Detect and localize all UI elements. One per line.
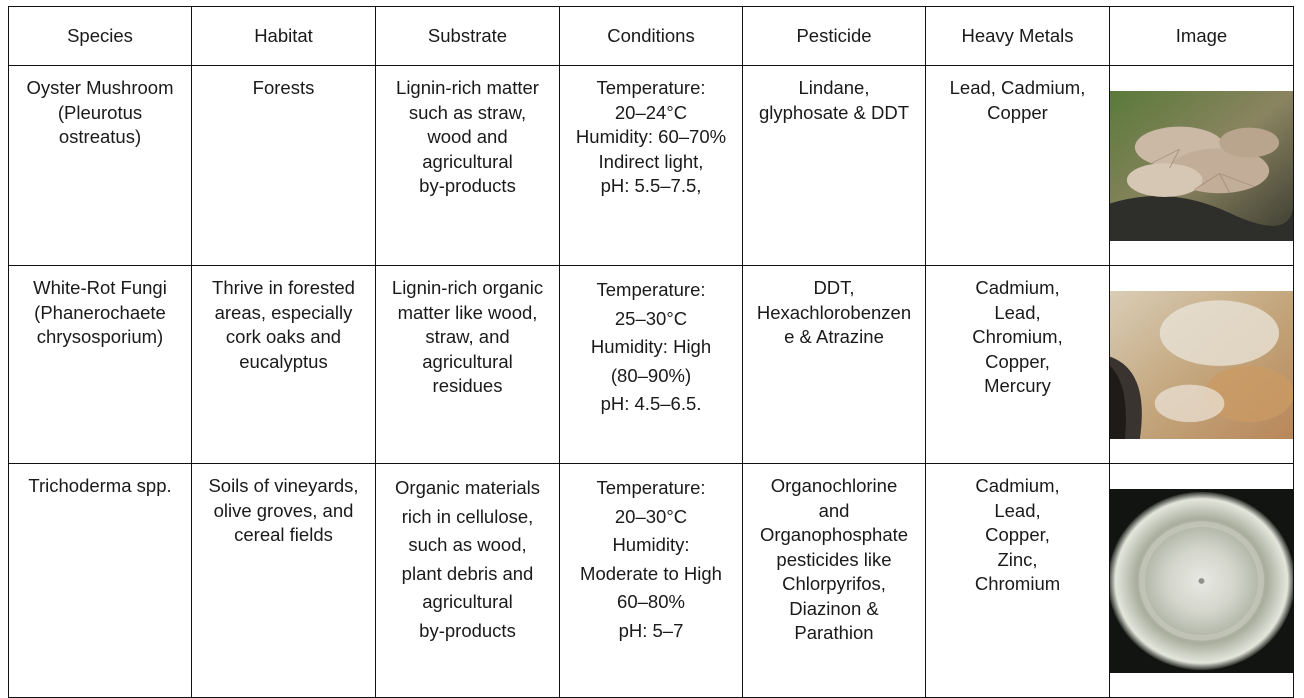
- trichoderma-culture-image: [1110, 489, 1293, 673]
- cell-image: [1110, 266, 1294, 464]
- header-pesticide: Pesticide: [743, 7, 926, 66]
- cell-image: [1110, 66, 1294, 266]
- cell-conditions: Temperature: 20–24°C Humidity: 60–70% Indirect light, pH: 5.5–7.5,: [560, 66, 743, 266]
- cell-heavy-metals: Cadmium, Lead, Chromium, Copper, Mercury: [926, 266, 1110, 464]
- cell-habitat: Soils of vineyards, olive groves, and cereal fields: [192, 464, 376, 698]
- header-image: Image: [1110, 7, 1294, 66]
- cell-habitat: Thrive in forested areas, especially cork oaks and eucalyptus: [192, 266, 376, 464]
- white-rot-fungi-image: [1110, 291, 1293, 439]
- header-substrate: Substrate: [376, 7, 560, 66]
- header-heavy-metals: Heavy Metals: [926, 7, 1110, 66]
- table-row: [9, 66, 1294, 266]
- table-row: [9, 266, 1294, 464]
- cell-substrate: Organic materials rich in cellulose, such as wood, plant debris and agricultural by-products: [376, 464, 560, 698]
- cell-conditions: Temperature: 20–30°C Humidity: Moderate to High 60–80% pH: 5–7: [560, 464, 743, 698]
- header-species: Species: [9, 7, 192, 66]
- cell-conditions: Temperature: 25–30°C Humidity: High (80–90%) pH: 4.5–6.5.: [560, 266, 743, 464]
- header-habitat: Habitat: [192, 7, 376, 66]
- fungi-bioremediation-table: [8, 6, 1294, 698]
- cell-habitat: Forests: [192, 66, 376, 266]
- cell-pesticide: DDT, Hexachlorobenzen e & Atrazine: [743, 266, 926, 464]
- cell-image: [1110, 464, 1294, 698]
- header-conditions: Conditions: [560, 7, 743, 66]
- cell-heavy-metals: Lead, Cadmium, Copper: [926, 66, 1110, 266]
- cell-pesticide: Lindane, glyphosate & DDT: [743, 66, 926, 266]
- oyster-mushroom-image: [1110, 91, 1293, 241]
- cell-species: Oyster Mushroom (Pleurotus ostreatus): [9, 66, 192, 266]
- cell-species: White-Rot Fungi (Phanerochaete chrysosporium): [9, 266, 192, 464]
- cell-pesticide: Organochlorine and Organophosphate pesticides like Chlorpyrifos, Diazinon & Parathion: [743, 464, 926, 698]
- cell-heavy-metals: Cadmium, Lead, Copper, Zinc, Chromium: [926, 464, 1110, 698]
- cell-substrate: Lignin-rich organic matter like wood, straw, and agricultural residues: [376, 266, 560, 464]
- cell-species: Trichoderma spp.: [9, 464, 192, 698]
- header-row: [9, 7, 1294, 66]
- table-row: [9, 464, 1294, 698]
- cell-substrate: Lignin-rich matter such as straw, wood and agricultural by-products: [376, 66, 560, 266]
